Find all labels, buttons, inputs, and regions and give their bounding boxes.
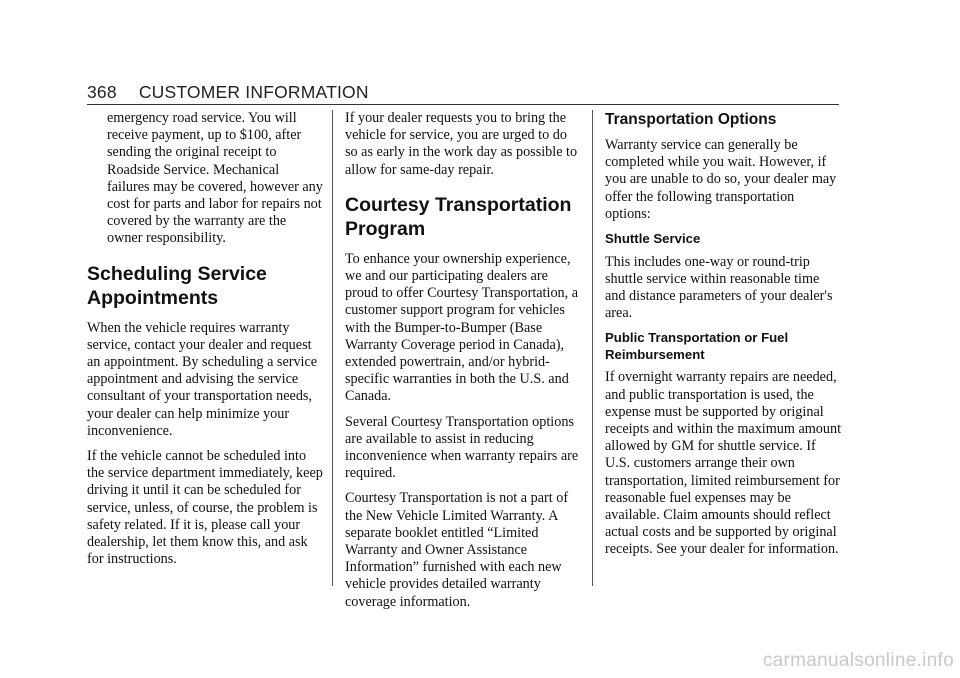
courtesy-paragraph-3: Courtesy Transportation is not a part of the New Vehicle Limited Warranty. A separate booklet entitled “Limited Warranty and Owner Assistance Information” furnished with each new vehicle provides detailed warranty coverage information. [345, 490, 569, 610]
roadside-continuation-paragraph: emergency road service. You will receive payment, up to $100, after sending the original receipt to Roadside Service. Mechanical failures may be covered, however any cost for parts and labor for repairs not covered by the warranty are the owner responsibility. [107, 110, 323, 247]
section-title: CUSTOMER INFORMATION [138, 82, 369, 102]
page-header [87, 82, 839, 103]
column-1 [87, 110, 323, 576]
watermark-text: carmanualsonline.info [762, 650, 954, 671]
column-divider-1 [332, 110, 333, 586]
courtesy-paragraph-1: To enhance your ownership experience, we and our participating dealers are proud to offer Courtesy Transportation, a customer support program for vehicles with the Bumper-to-Bumper (Base Warranty Coverage period in Canada), extended powertrain, and/or hybrid-specific warranties in both the U.S. and Canada. [345, 250, 579, 405]
scheduling-paragraph-1: When the vehicle requires warranty service, contact your dealer and request an appointment. By scheduling a service appointment and advising the service consultant of your transportation needs, your dealer can help minimize your inconvenience. [87, 319, 318, 439]
courtesy-paragraph-2: Several Courtesy Transportation options are available to assist in reducing inconvenience when warranty repairs are required. [345, 413, 579, 482]
shuttle-service-paragraph: This includes one-way or round-trip shuttle service within reasonable time and distance parameters of your dealer's area. [605, 253, 833, 322]
public-transport-subheading: Public Transportation or Fuel Reimbursement [605, 330, 789, 362]
transportation-options-heading: Transportation Options [605, 111, 777, 128]
header-rule [87, 104, 839, 105]
options-paragraph: Warranty service can generally be completed while you wait. However, if you are unable to do so, your dealer may offer the following transportation options: [605, 137, 837, 222]
courtesy-heading: Courtesy Transportation Program [345, 193, 572, 240]
column-3 [605, 110, 841, 567]
column-2 [345, 110, 581, 619]
dealer-request-paragraph: If your dealer requests you to bring the vehicle for service, you are urged to do so as early in the work day as possible to allow for same-day repair. [345, 110, 578, 178]
column-divider-2 [592, 110, 593, 586]
shuttle-service-subheading: Shuttle Service [605, 231, 701, 247]
page-number: 368 [87, 82, 117, 102]
scheduling-heading: Scheduling Service Appointments [87, 262, 267, 309]
public-transport-paragraph: If overnight warranty repairs are needed, and public transportation is used, the expense must be supported by original receipts and within the maximum amount allowed by GM for shuttle service. If U.S. customers arrange their own transportation, limited reimbursement for reasonable fuel expenses may be available. Claim amounts should reflect actual costs and be supported by original receipts. See your dealer for information. [605, 369, 842, 558]
scheduling-paragraph-2: If the vehicle cannot be scheduled into the service department immediately, keep driving it until it can be scheduled for service, unless, of course, the problem is safety related. If it is, please call your dealership, let them know this, and ask for instructions. [87, 448, 323, 568]
